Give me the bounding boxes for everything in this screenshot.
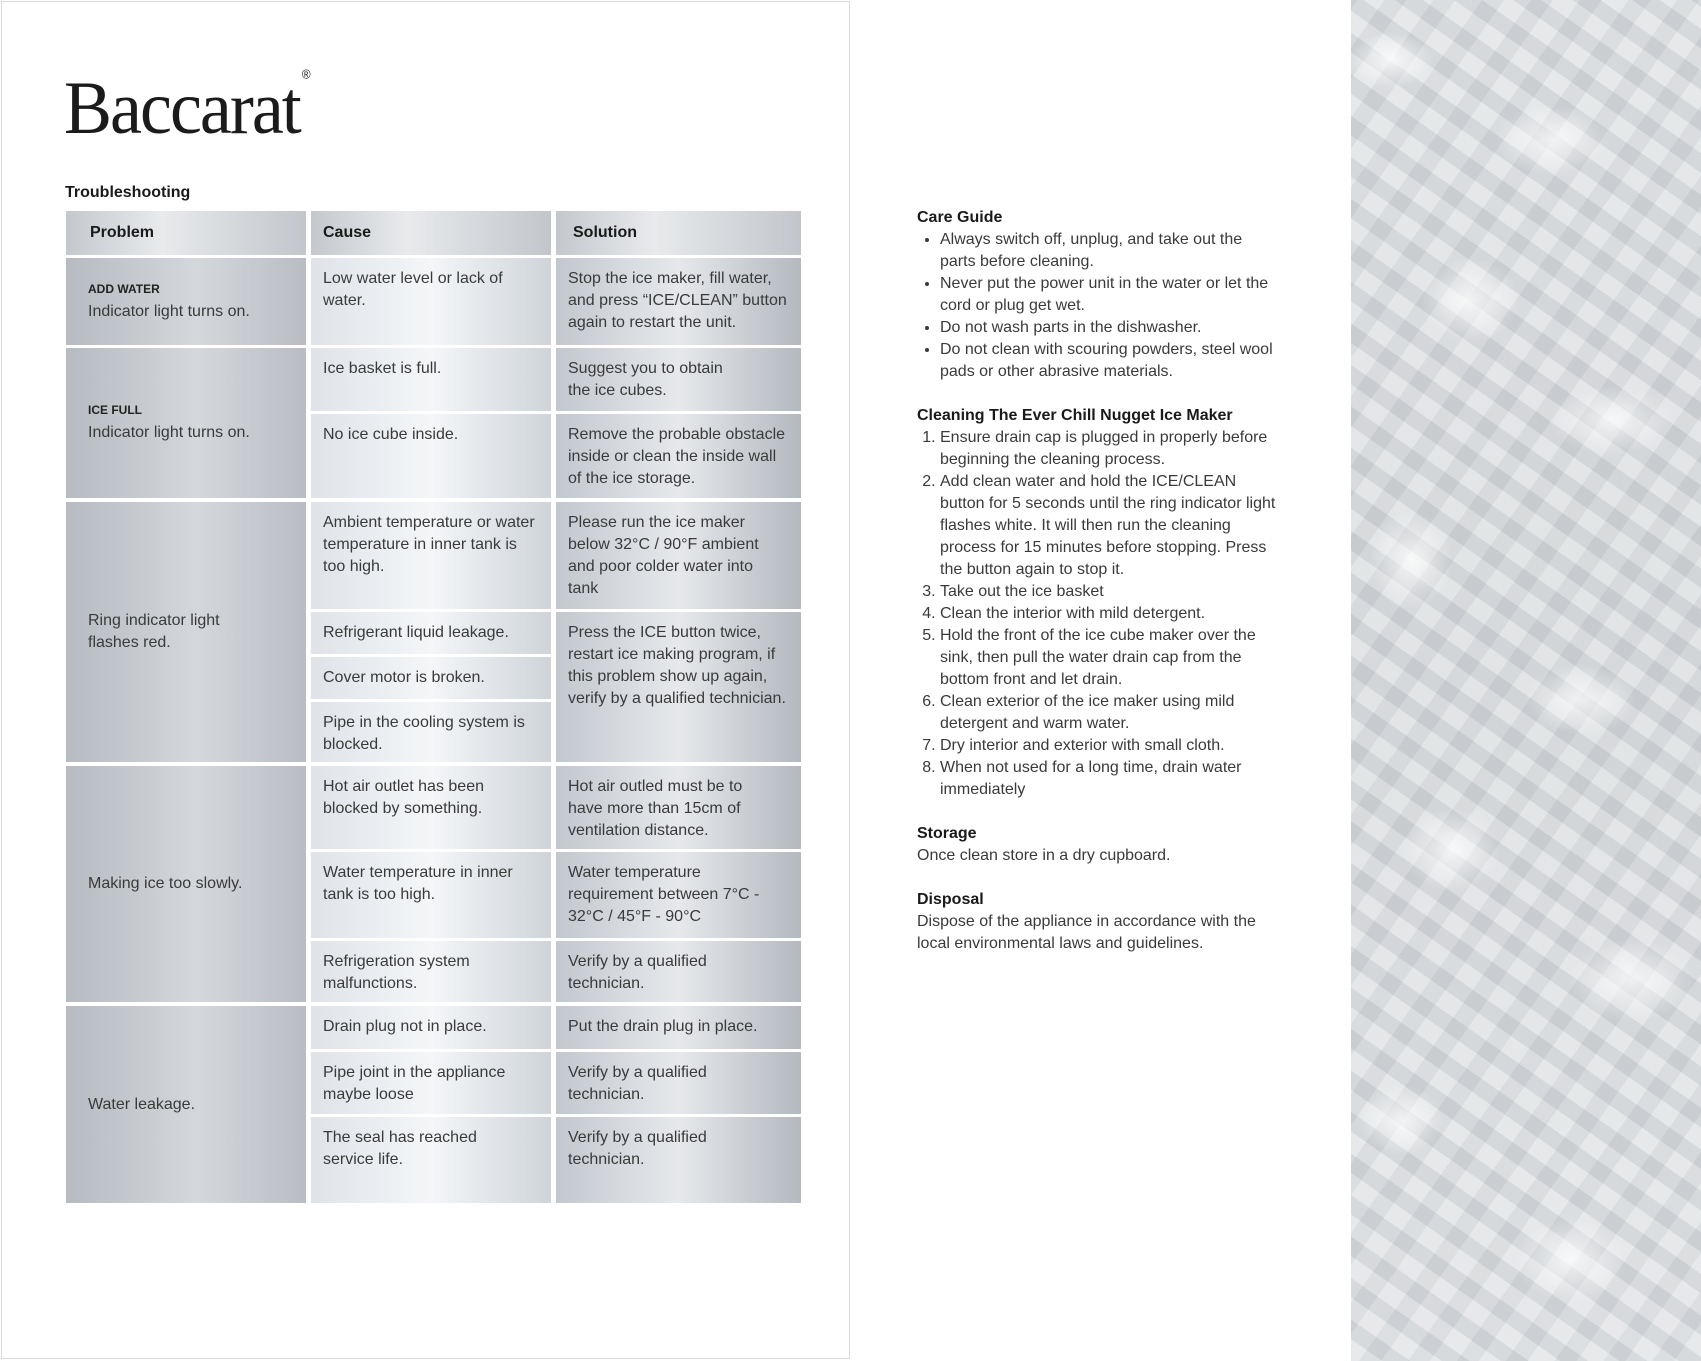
list-item: 7. Dry interior and exterior with small cloth. <box>940 735 1277 757</box>
problem-text: Indicator light turns on. <box>88 424 250 441</box>
solution-cell: Press the ICE button twice, restart ice making program, if this problem show up again, verify by a qualified technician. <box>556 612 801 762</box>
cause-cell: Refrigerant liquid leakage. <box>311 612 551 654</box>
cause-cell: Pipe in the cooling system is blocked. <box>311 702 551 762</box>
solution-cell: Stop the ice maker, fill water, and press “ICE/CLEAN” button again to restart the unit. <box>556 258 801 345</box>
cause-cell: Ice basket is full. <box>311 348 551 411</box>
care-guide-title: Care Guide <box>917 209 1003 226</box>
solution-cell: Remove the probable obstacle inside or clean the inside wall of the ice storage. <box>556 414 801 498</box>
problem-cell <box>66 258 306 345</box>
cause-cell: Drain plug not in place. <box>311 1006 551 1049</box>
problem-label: ADD WATER <box>88 281 160 296</box>
ice-texture-panel <box>1351 0 1701 1361</box>
problem-cell <box>66 502 306 762</box>
problem-cell <box>66 1006 306 1203</box>
cause-cell: Refrigeration system malfunctions. <box>311 941 551 1002</box>
problem-text: Ring indicator light flashes red. <box>88 612 220 651</box>
disposal-title: Disposal <box>917 891 984 908</box>
solution-cell: Please run the ice maker below 32°C / 90°F ambient and poor colder water into tank <box>556 502 801 609</box>
problem-cell <box>66 766 306 1002</box>
list-item: 1. Ensure drain cap is plugged in properly before beginning the cleaning process. <box>940 427 1277 471</box>
list-item: 4. Clean the interior with mild detergent. <box>940 603 1277 625</box>
cause-cell: Cover motor is broken. <box>311 657 551 699</box>
list-item: 2. Add clean water and hold the ICE/CLEAN button for 5 seconds until the ring indicator light flashes white. It will then run the cleaning process for 15 minutes before stopping. Press the button again to stop it. <box>940 471 1277 581</box>
header-solution: Solution <box>556 211 801 255</box>
right-text-column <box>917 207 1277 955</box>
solution-cell: Hot air outled must be to have more than 15cm of ventilation distance. <box>556 766 801 849</box>
list-item: 8. When not used for a long time, drain water immediately <box>940 757 1277 801</box>
cleaning-title: Cleaning The Ever Chill Nugget Ice Maker <box>917 407 1233 424</box>
cause-cell: Pipe joint in the appliance maybe loose <box>311 1052 551 1114</box>
cause-cell: Ambient temperature or water temperature in inner tank is too high. <box>311 502 551 609</box>
list-item: 3. Take out the ice basket <box>940 581 1277 603</box>
solution-cell: Verify by a qualified technician. <box>556 941 801 1002</box>
solution-cell: Verify by a qualified technician. <box>556 1052 801 1114</box>
list-item: 5. Hold the front of the ice cube maker over the sink, then pull the water drain cap from the bottom front and let drain. <box>940 625 1277 691</box>
cleaning-steps <box>917 427 1277 801</box>
cause-cell: No ice cube inside. <box>311 414 551 498</box>
list-item: • Do not clean with scouring powders, steel wool pads or other abrasive materials. <box>940 339 1277 383</box>
cause-cell: Low water level or lack of water. <box>311 258 551 345</box>
problem-text: Water leakage. <box>88 1095 196 1113</box>
solution-cell: Suggest you to obtain the ice cubes. <box>556 348 801 411</box>
list-item: • Do not wash parts in the dishwasher. <box>940 317 1277 339</box>
baccarat-logo: Baccarat ® <box>64 66 311 150</box>
disposal-text: Dispose of the appliance in accordance with the local environmental laws and guidelines. <box>917 913 1256 952</box>
cause-cell: Hot air outlet has been blocked by something. <box>311 766 551 849</box>
storage-text: Once clean store in a dry cupboard. <box>917 847 1171 864</box>
solution-cell: Verify by a qualified technician. <box>556 1117 801 1203</box>
problem-cell <box>66 348 306 498</box>
header-cause: Cause <box>311 211 551 255</box>
troubleshooting-title: Troubleshooting <box>65 184 191 201</box>
problem-text: Indicator light turns on. <box>88 302 250 320</box>
cause-cell: Water temperature in inner tank is too high. <box>311 852 551 938</box>
storage-title: Storage <box>917 825 977 842</box>
solution-cell: Put the drain plug in place. <box>556 1006 801 1049</box>
care-guide-list <box>917 229 1277 383</box>
problem-label: ICE FULL <box>88 403 142 417</box>
cause-cell: The seal has reached service life. <box>311 1117 551 1203</box>
list-item: 6. Clean exterior of the ice maker using mild detergent and warm water. <box>940 691 1277 735</box>
problem-text: Making ice too slowly. <box>88 875 243 892</box>
solution-cell: Water temperature requirement between 7°C - 32°C / 45°F - 90°C <box>556 852 801 938</box>
header-problem: Problem <box>66 211 306 255</box>
list-item: • Never put the power unit in the water or let the cord or plug get wet. <box>940 273 1277 317</box>
list-item: • Always switch off, unplug, and take out the parts before cleaning. <box>940 229 1277 273</box>
